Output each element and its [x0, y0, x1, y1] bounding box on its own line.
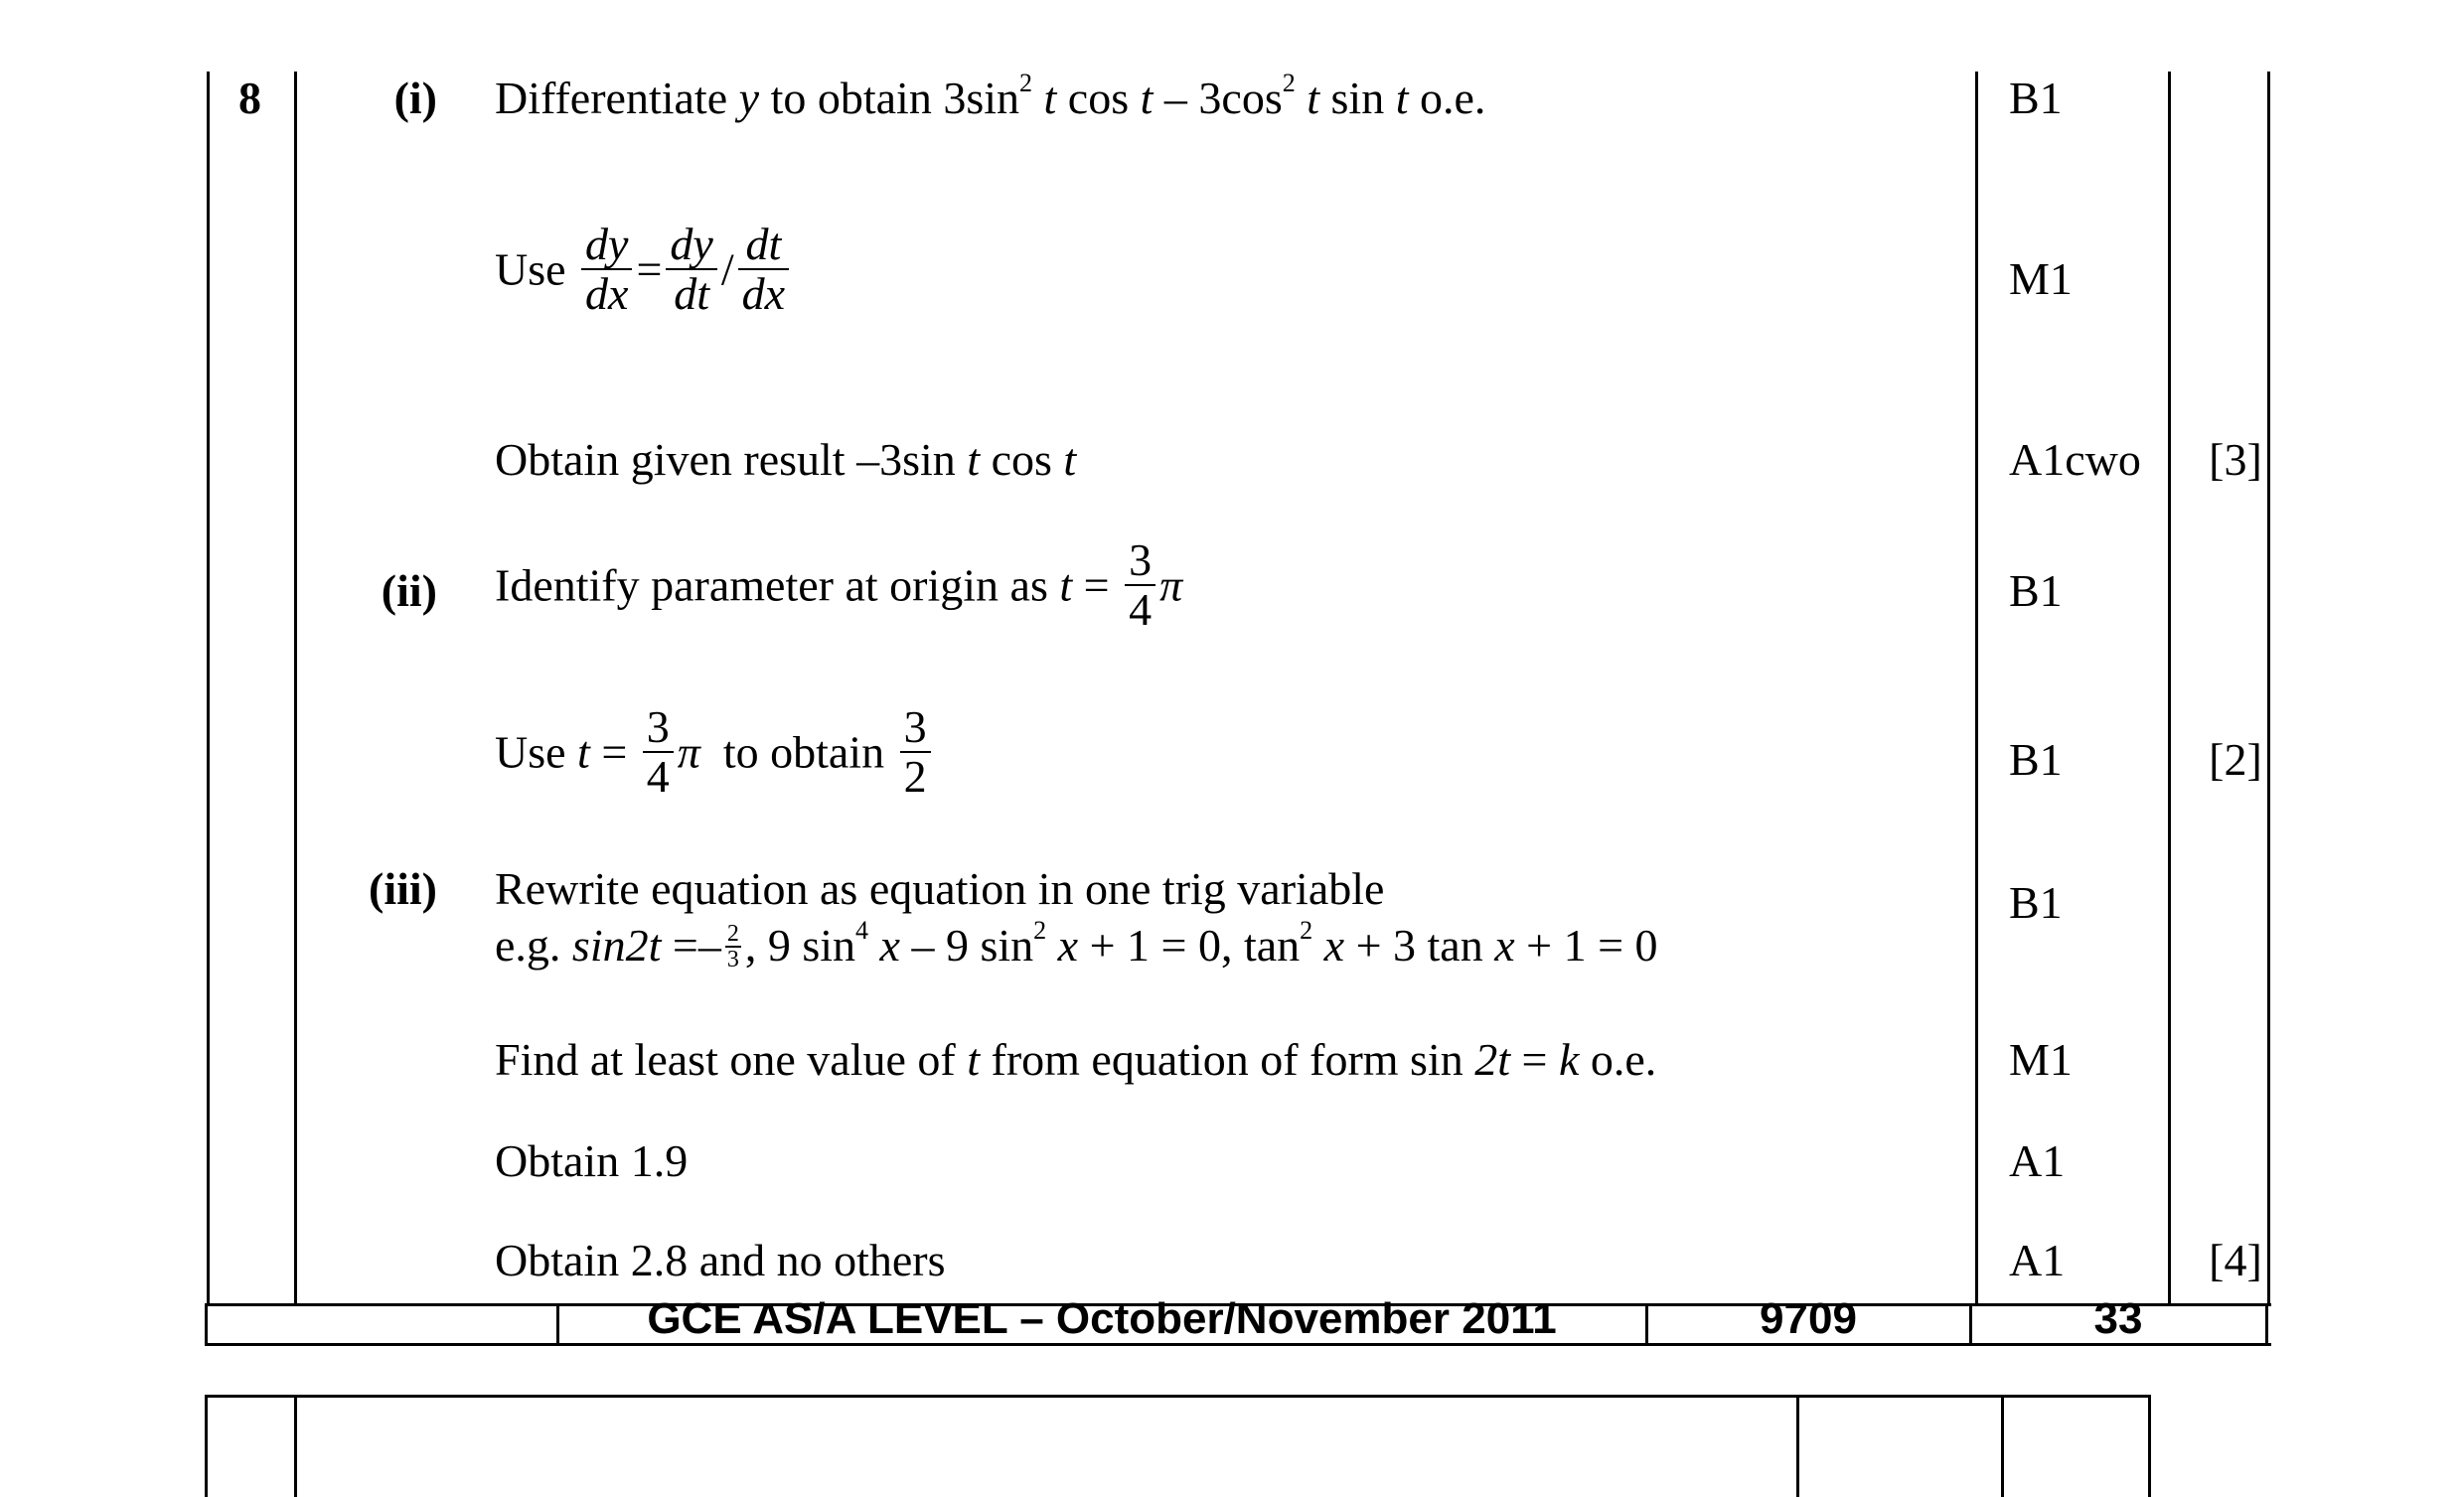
step-identify-parameter: Identify parameter at origin as t = $\frac{3}{4}$ π	[495, 534, 1183, 636]
table-right-border	[2267, 72, 2270, 1303]
mark-column-divider	[1975, 72, 1978, 1303]
next-table-divider-1	[294, 1395, 297, 1497]
part-label-ii: (ii)	[381, 565, 437, 616]
fraction-dt-dx: $\frac{dt}{dx}$	[738, 221, 789, 319]
mark-m1: M1	[2009, 253, 2073, 304]
mark-a1: A1	[2009, 1135, 2066, 1186]
step-obtain-2-8: Obtain 2.8 and no others	[495, 1235, 946, 1285]
fraction-three-quarters: $\frac{3}{4}$	[1125, 536, 1155, 635]
footer-right-border	[2265, 1303, 2268, 1346]
mark-a1cwo: A1cwo	[2009, 434, 2141, 485]
fraction-three-quarters: $\frac{3}{4}$	[643, 703, 674, 802]
footer-left-border	[205, 1303, 208, 1346]
fraction-three-halves: $\frac{3}{2}$	[900, 703, 931, 802]
question-column-divider	[294, 72, 297, 1303]
footer-syllabus: 9709	[1760, 1294, 1857, 1343]
total-part-iii: [4]	[2209, 1235, 2262, 1285]
step-use-t: Use t = $\frac{3}{4}$ π to obtain $\frac{3}{2}$	[495, 703, 935, 802]
next-table-top-border	[205, 1395, 2150, 1398]
mark-b1: B1	[2009, 877, 2063, 928]
part-label-iii: (iii)	[369, 863, 437, 914]
mark-a1: A1	[2009, 1235, 2066, 1285]
step-rewrite-example: e.g. sin2t =– $\frac{2}{3}$ , 9 $\sin^4 x - 9$ $\sin^2 x + 1 = 0$, $\tan^2 x + 3$ tan x + 1 = 0	[495, 916, 1658, 973]
total-part-ii: [2]	[2209, 734, 2262, 785]
step-obtain-1-9: Obtain 1.9	[495, 1135, 689, 1186]
step-given-result: Obtain given result –3sin t cos t	[495, 434, 1077, 485]
question-number: 8	[238, 73, 261, 123]
step-differentiate	[495, 69, 1486, 123]
part-label-i: (i)	[393, 73, 437, 123]
next-table-right-border	[2148, 1395, 2151, 1497]
footer-paper: 33	[2093, 1294, 2143, 1343]
table-left-border	[207, 72, 210, 1303]
next-table-divider-2	[1796, 1395, 1799, 1497]
fraction-two-thirds: $\frac{2}{3}$	[726, 921, 739, 973]
next-table-left-border	[205, 1395, 208, 1497]
mark-m1: M1	[2009, 1034, 2073, 1085]
fraction-dy-dt: $\frac{dy}{dt}$	[666, 221, 716, 319]
total-column-divider	[2168, 72, 2171, 1303]
footer-bottom-border	[205, 1343, 2271, 1346]
step-find-value: Find at least one value of t from equation of form sin 2t = k o.e.	[495, 1034, 1657, 1085]
mark-b1: B1	[2009, 734, 2063, 785]
mark-b1: B1	[2009, 73, 2063, 123]
total-part-i: [3]	[2209, 434, 2262, 485]
mark-b1: B1	[2009, 565, 2063, 616]
next-table-divider-3	[2001, 1395, 2004, 1497]
step-text: Differentiate y to obtain $3\sin^2$ t cos t – $3\cos^2$ t sin t o.e.	[495, 69, 1486, 123]
footer-title: GCE AS/A LEVEL – October/November 2011	[647, 1294, 1557, 1343]
step-rewrite-equation: Rewrite equation as equation in one trig variable	[495, 863, 1385, 914]
fraction-dy-dx: $\frac{dy}{dx}$	[581, 221, 632, 319]
step-use-chain-rule: Use $\frac{dy}{dx}$ = $\frac{dy}{dt}$ / $\frac{dt}{dx}$	[495, 221, 793, 319]
step-prefix: Use	[495, 243, 566, 295]
